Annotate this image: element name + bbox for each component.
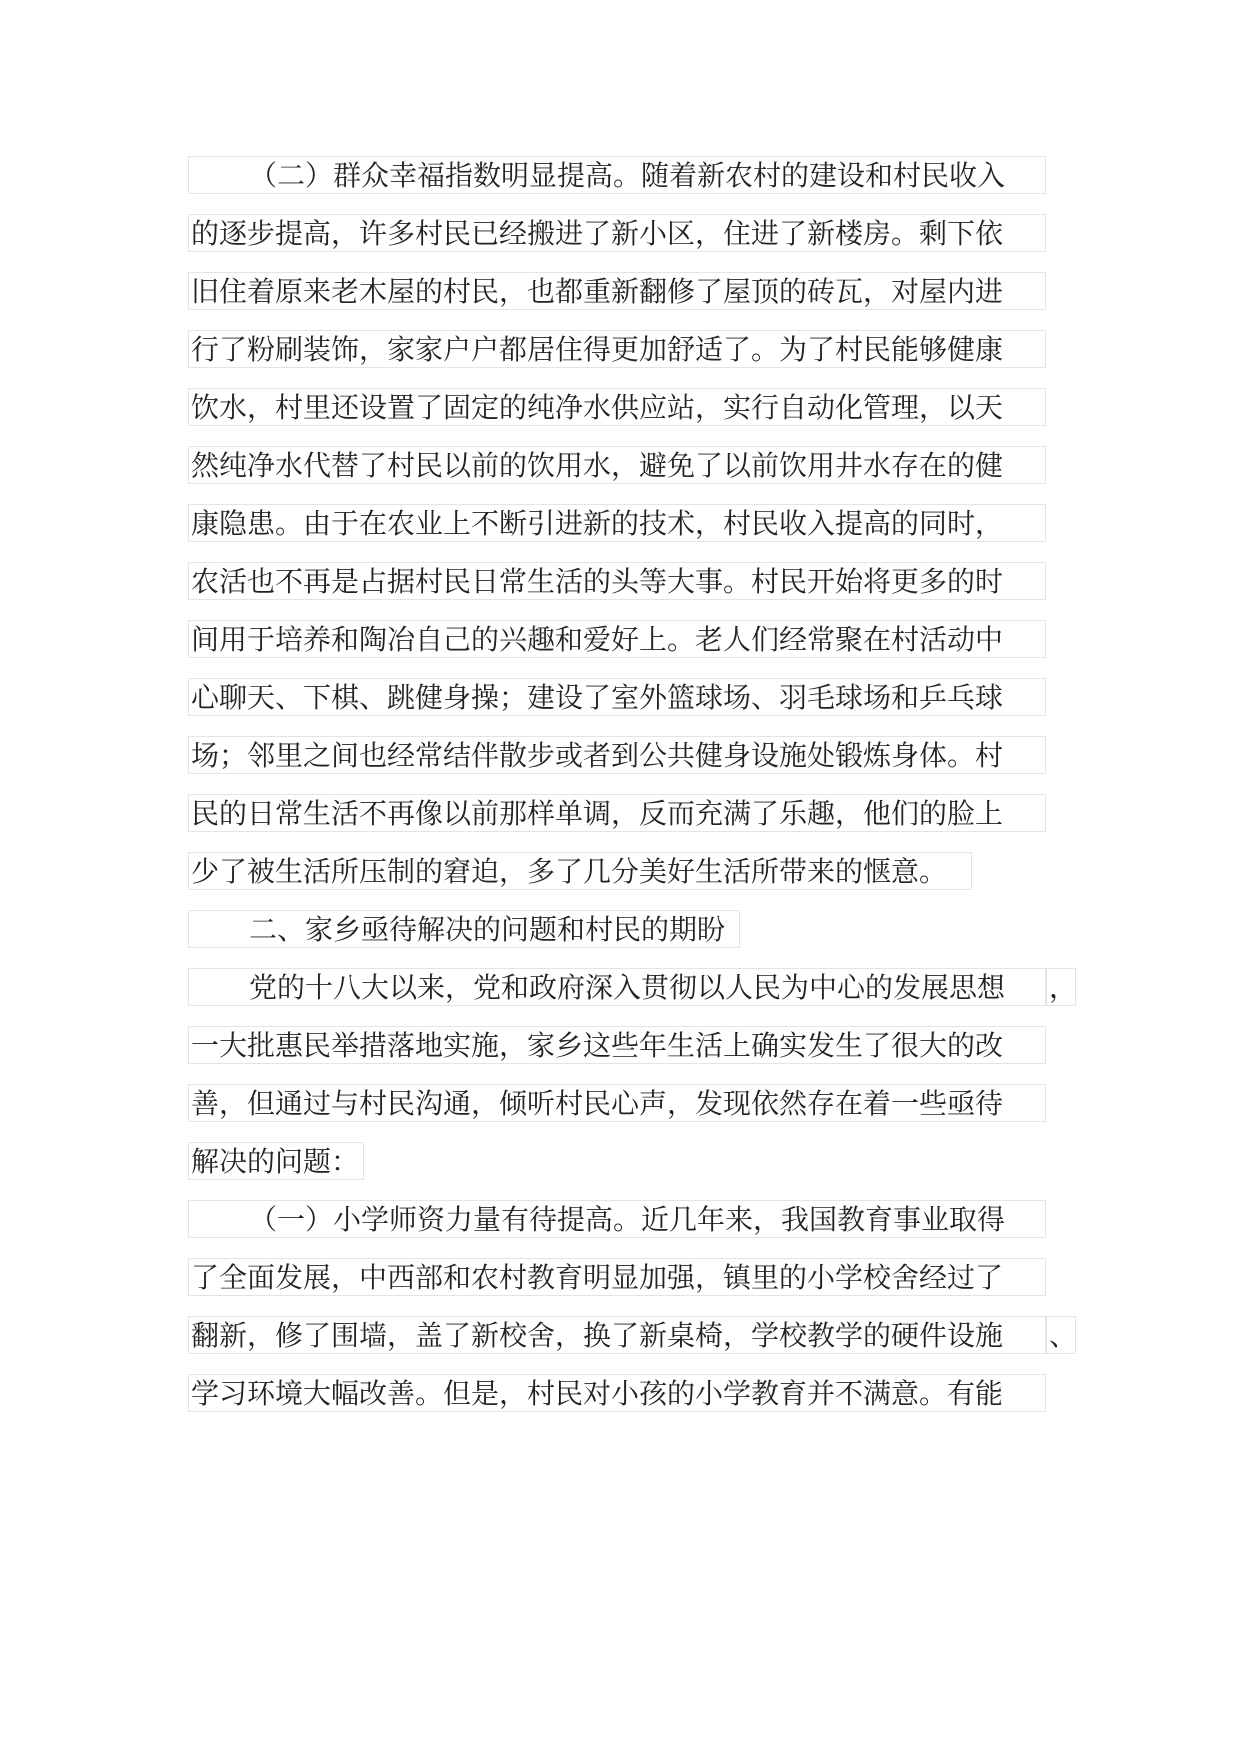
overhang-punctuation: ， [1046,968,1076,1006]
text-line: 党的十八大以来，党和政府深入贯彻以人民为中心的发展思想 [188,968,1046,1006]
overhang-punctuation: 、 [1046,1316,1076,1354]
section-heading: 二、家乡亟待解决的问题和村民的期盼 [188,910,740,948]
text-line: 学习环境大幅改善。但是，村民对小孩的小学教育并不满意。有能 [188,1374,1046,1412]
text-line: 行了粉刷装饰，家家户户都居住得更加舒适了。为了村民能够健康 [188,330,1046,368]
text-line: 场；邻里之间也经常结伴散步或者到公共健身设施处锻炼身体。村 [188,736,1046,774]
text-line: （一）小学师资力量有待提高。近几年来，我国教育事业取得 [188,1200,1046,1238]
text-line: 翻新，修了围墙，盖了新校舍，换了新桌椅，学校教学的硬件设施 [188,1316,1046,1354]
text-line: 心聊天、下棋、跳健身操；建设了室外篮球场、羽毛球场和乒乓球 [188,678,1046,716]
text-line: 了全面发展，中西部和农村教育明显加强，镇里的小学校舍经过了 [188,1258,1046,1296]
text-line: 的逐步提高，许多村民已经搬进了新小区，住进了新楼房。剩下依 [188,214,1046,252]
text-line: 饮水，村里还设置了固定的纯净水供应站，实行自动化管理，以天 [188,388,1046,426]
text-line: 然纯净水代替了村民以前的饮用水，避免了以前饮用井水存在的健 [188,446,1046,484]
text-line: 民的日常生活不再像以前那样单调，反而充满了乐趣，他们的脸上 [188,794,1046,832]
text-line: 农活也不再是占据村民日常生活的头等大事。村民开始将更多的时 [188,562,1046,600]
text-line: 康隐患。由于在农业上不断引进新的技术，村民收入提高的同时， [188,504,1046,542]
text-line: （二）群众幸福指数明显提高。随着新农村的建设和村民收入 [188,156,1046,194]
text-line: 善，但通过与村民沟通，倾听村民心声，发现依然存在着一些亟待 [188,1084,1046,1122]
text-line: 一大批惠民举措落地实施，家乡这些年生活上确实发生了很大的改 [188,1026,1046,1064]
text-line: 旧住着原来老木屋的村民，也都重新翻修了屋顶的砖瓦，对屋内进 [188,272,1046,310]
text-line: 少了被生活所压制的窘迫，多了几分美好生活所带来的惬意。 [188,852,972,890]
text-line: 解决的问题： [188,1142,364,1180]
text-line: 间用于培养和陶冶自己的兴趣和爱好上。老人们经常聚在村活动中 [188,620,1046,658]
